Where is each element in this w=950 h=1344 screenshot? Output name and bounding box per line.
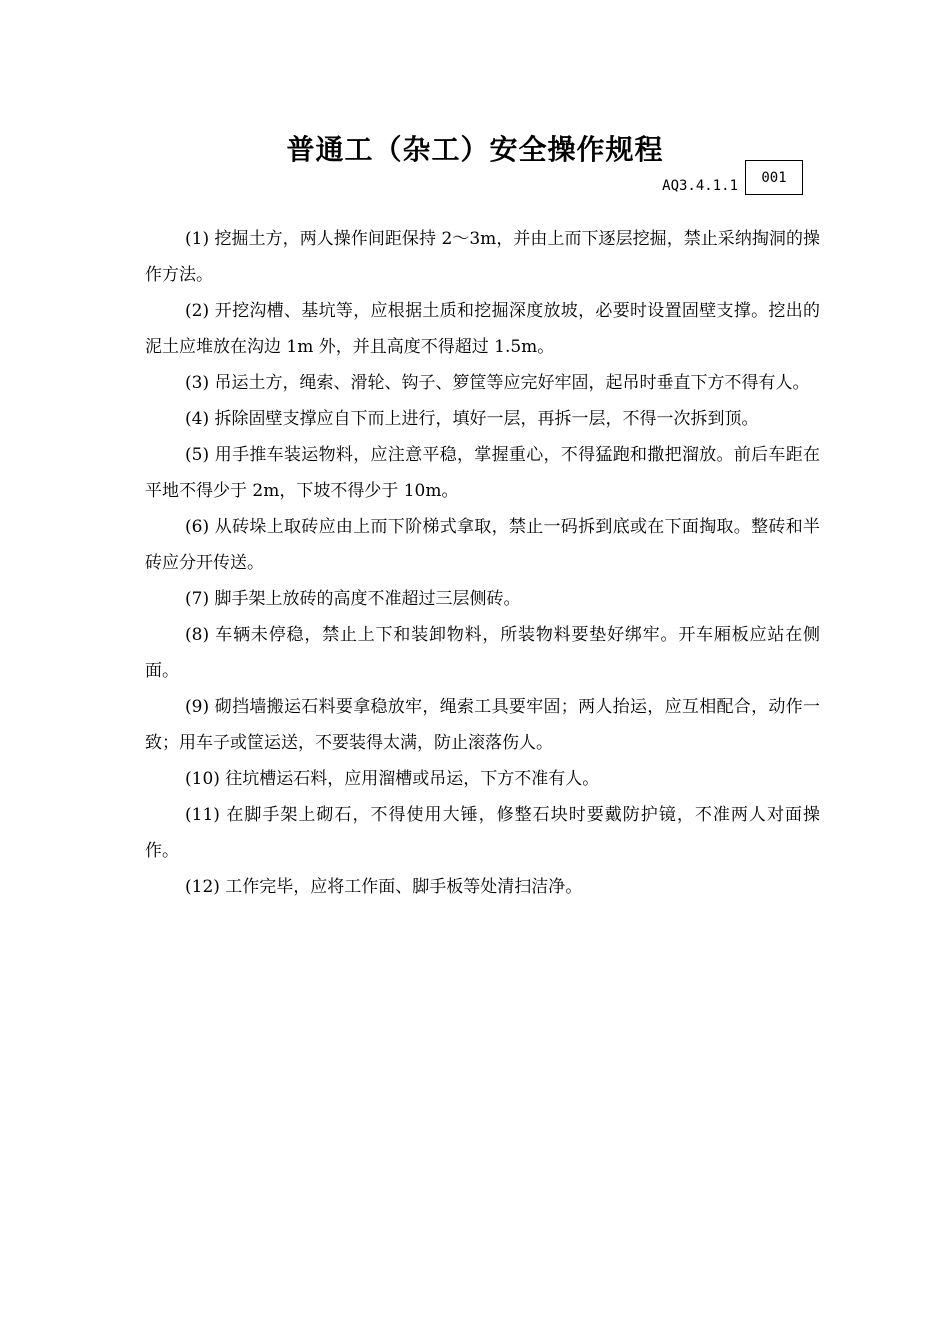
- clause-7: (7) 脚手架上放砖的高度不准超过三层侧砖。: [185, 589, 521, 609]
- clause-12: (12) 工作完毕，应将工作面、脚手板等处清扫洁净。: [185, 877, 583, 897]
- clause-9: (9) 砌挡墙搬运石料要拿稳放牢，绳索工具要牢固；两人抬运，应互相配合，动作一致；用车子或筐运送，不要装得太满，防止滚落伤人。: [145, 697, 820, 753]
- clause-11: (11) 在脚手架上砌石，不得使用大锤，修整石块时要戴防护镜，不准两人对面操作。: [145, 805, 820, 861]
- clause-10: (10) 往坑槽运石料，应用溜槽或吊运，下方不准有人。: [185, 769, 600, 789]
- document-code: AQ3.4.1.1: [662, 178, 738, 194]
- clause-1: (1) 挖掘土方，两人操作间距保持 2～3m，并由上而下逐层挖掘，禁止采纳掏洞的操作方法。: [145, 229, 820, 285]
- clause-6: (6) 从砖垛上取砖应由上而下阶梯式拿取，禁止一码拆到底或在下面掏取。整砖和半砖应分开传送。: [145, 517, 820, 573]
- clause-5: (5) 用手推车装运物料，应注意平稳，掌握重心，不得猛跑和撒把溜放。前后车距在平地不得少于 2m，下坡不得少于 10m。: [145, 445, 820, 501]
- clause-2: (2) 开挖沟槽、基坑等，应根据土质和挖掘深度放坡，必要时设置固壁支撑。挖出的泥土应堆放在沟边 1m 外，并且高度不得超过 1.5m。: [145, 301, 820, 357]
- document-number-box: 001: [745, 160, 803, 195]
- clause-4: (4) 拆除固壁支撑应自下而上进行，填好一层，再拆一层，不得一次拆到顶。: [185, 409, 759, 429]
- clause-list: [145, 221, 820, 905]
- clause-3: (3) 吊运土方，绳索、滑轮、钩子、箩筐等应完好牢固，起吊时垂直下方不得有人。: [185, 373, 810, 393]
- document-title: 普通工（杂工）安全操作规程: [286, 133, 664, 166]
- clause-8: (8) 车辆未停稳，禁止上下和装卸物料，所装物料要垫好绑牢。开车厢板应站在侧面。: [145, 625, 820, 681]
